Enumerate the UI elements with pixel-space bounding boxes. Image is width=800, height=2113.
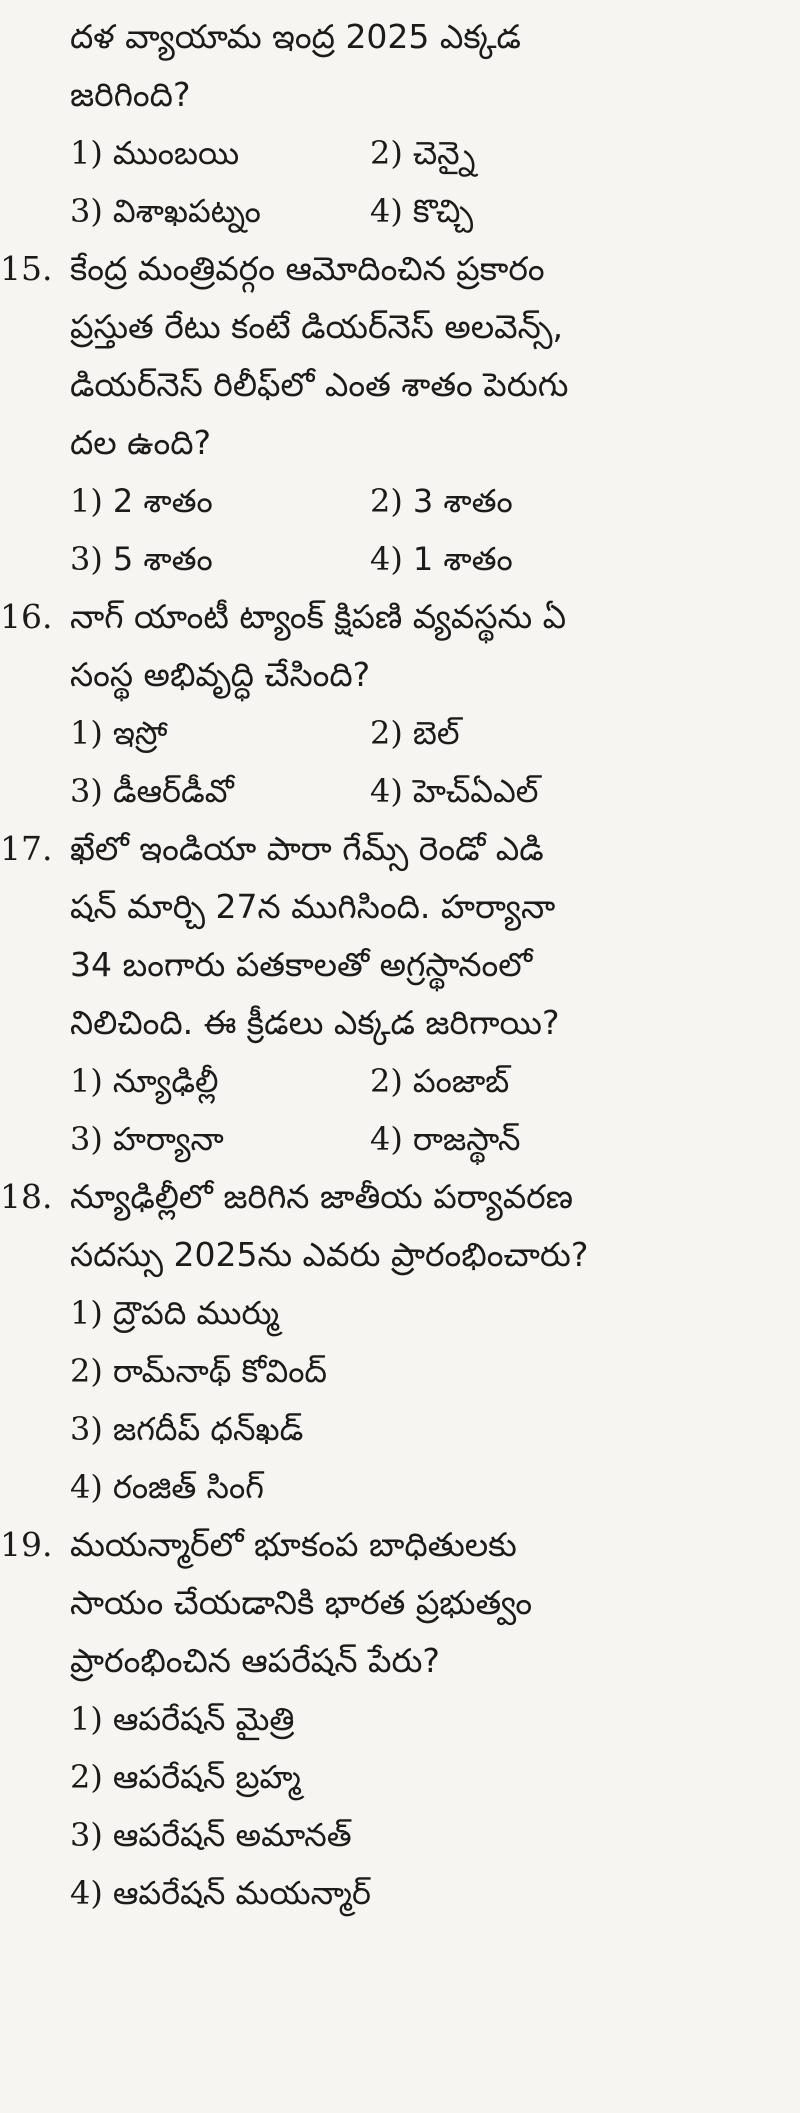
question-19 [0,1516,800,1922]
question-line [0,878,800,936]
question-line [0,1226,800,1284]
question-text: దల ఉంది? [70,423,212,462]
question-text: 34 బంగారు పతకాలతో అగ్రస్థానంలో [70,945,533,984]
option-row [0,472,800,530]
question-line [0,414,800,472]
question-line [0,1574,800,1632]
question-line [0,8,800,66]
option-row [0,704,800,762]
option: 2) రామ్‌నాథ్ కోవింద్ [70,1352,328,1390]
question-number: 18. [0,1177,53,1216]
question-18 [0,1168,800,1516]
option: 1) న్యూఢిల్లీ [70,1062,219,1100]
question-14 [0,8,800,240]
question-text: మయన్మార్‌లో భూకంప బాధితులకు [70,1525,517,1564]
question-15 [0,240,800,588]
option: 3) హర్యానా [70,1120,224,1158]
question-line [0,66,800,124]
option: 3) విశాఖపట్నం [70,192,261,230]
option: 1) ద్రౌపది ముర్ము [70,1294,280,1332]
question-text: జరిగింది? [70,75,191,114]
option: 2) 3 శాతం [370,482,513,520]
option-row [0,762,800,820]
question-text: కేంద్ర మంత్రివర్గం ఆమోదించిన ప్రకారం [70,249,545,288]
option-row [0,124,800,182]
question-text: ప్రారంభించిన ఆపరేషన్ పేరు? [70,1641,440,1680]
option: 3) ఆపరేషన్ అమానత్ [70,1816,352,1854]
option-list [0,1284,800,1516]
option-row [0,1052,800,1110]
question-number: 17. [0,829,53,868]
option-row [0,182,800,240]
option-row [0,530,800,588]
question-text: నాగ్ యాంటీ ట్యాంక్ క్షిపణి వ్యవస్థను ఏ [70,597,567,636]
question-text: ప్రస్తుత రేటు కంటే డియర్‌నెస్ అలవెన్స్, [70,307,564,346]
option: 4) కొచ్చి [370,192,474,230]
option: 3) జగదీప్ ధన్‌ఖడ్ [70,1410,304,1448]
question-17 [0,820,800,1168]
question-text: ఖేలో ఇండియా పారా గేమ్స్ రెండో ఎడి [70,829,544,868]
question-line [0,1632,800,1690]
option: 2) బెల్ [370,714,460,752]
question-text: సాయం చేయడానికి భారత ప్రభుత్వం [70,1583,533,1622]
question-line [0,588,800,646]
option: 2) చెన్నై [370,134,476,172]
option: 4) ఆపరేషన్ మయన్మార్ [70,1874,371,1912]
option: 2) పంజాబ్ [370,1062,510,1100]
question-line [0,240,800,298]
question-text: దళ వ్యాయామ ఇంద్ర 2025 ఎక్కడ [70,17,521,56]
question-line [0,646,800,704]
option: 4) రంజిత్ సింగ్ [70,1468,264,1506]
question-line [0,356,800,414]
question-text: డియర్‌నెస్ రిలీఫ్‌లో ఎంత శాతం పెరుగు [70,365,569,404]
option: 4) హెచ్ఏఎల్ [370,772,539,810]
question-number: 19. [0,1525,53,1564]
question-text: న్యూఢిల్లీలో జరిగిన జాతీయ పర్యావరణ [70,1177,574,1216]
option: 1) ఆపరేషన్ మైత్రి [70,1700,295,1738]
option: 4) రాజస్థాన్ [370,1120,521,1158]
option: 1) ఇస్రో [70,714,168,752]
option: 1) 2 శాతం [70,482,213,520]
question-line [0,298,800,356]
option-list [0,1690,800,1922]
question-line [0,936,800,994]
question-line [0,1168,800,1226]
question-line [0,1516,800,1574]
question-number: 15. [0,249,53,288]
option: 2) ఆపరేషన్ బ్రహ్మ [70,1758,301,1796]
question-text: షన్ మార్చి 27న ముగిసింది. హర్యానా [70,887,556,926]
question-16 [0,588,800,820]
option-row [0,1110,800,1168]
option: 1) ముంబయి [70,134,240,172]
question-line [0,820,800,878]
option: 3) 5 శాతం [70,540,213,578]
question-line [0,994,800,1052]
question-text: సంస్థ అభివృద్ధి చేసింది? [70,655,371,694]
option: 4) 1 శాతం [370,540,513,578]
question-text: నిలిచింది. ఈ క్రీడలు ఎక్కడ జరిగాయి? [70,1003,560,1042]
question-text: సదస్సు 2025ను ఎవరు ప్రారంభించారు? [70,1235,589,1274]
option: 3) డీఆర్‌డీవో [70,772,234,810]
question-number: 16. [0,597,53,636]
